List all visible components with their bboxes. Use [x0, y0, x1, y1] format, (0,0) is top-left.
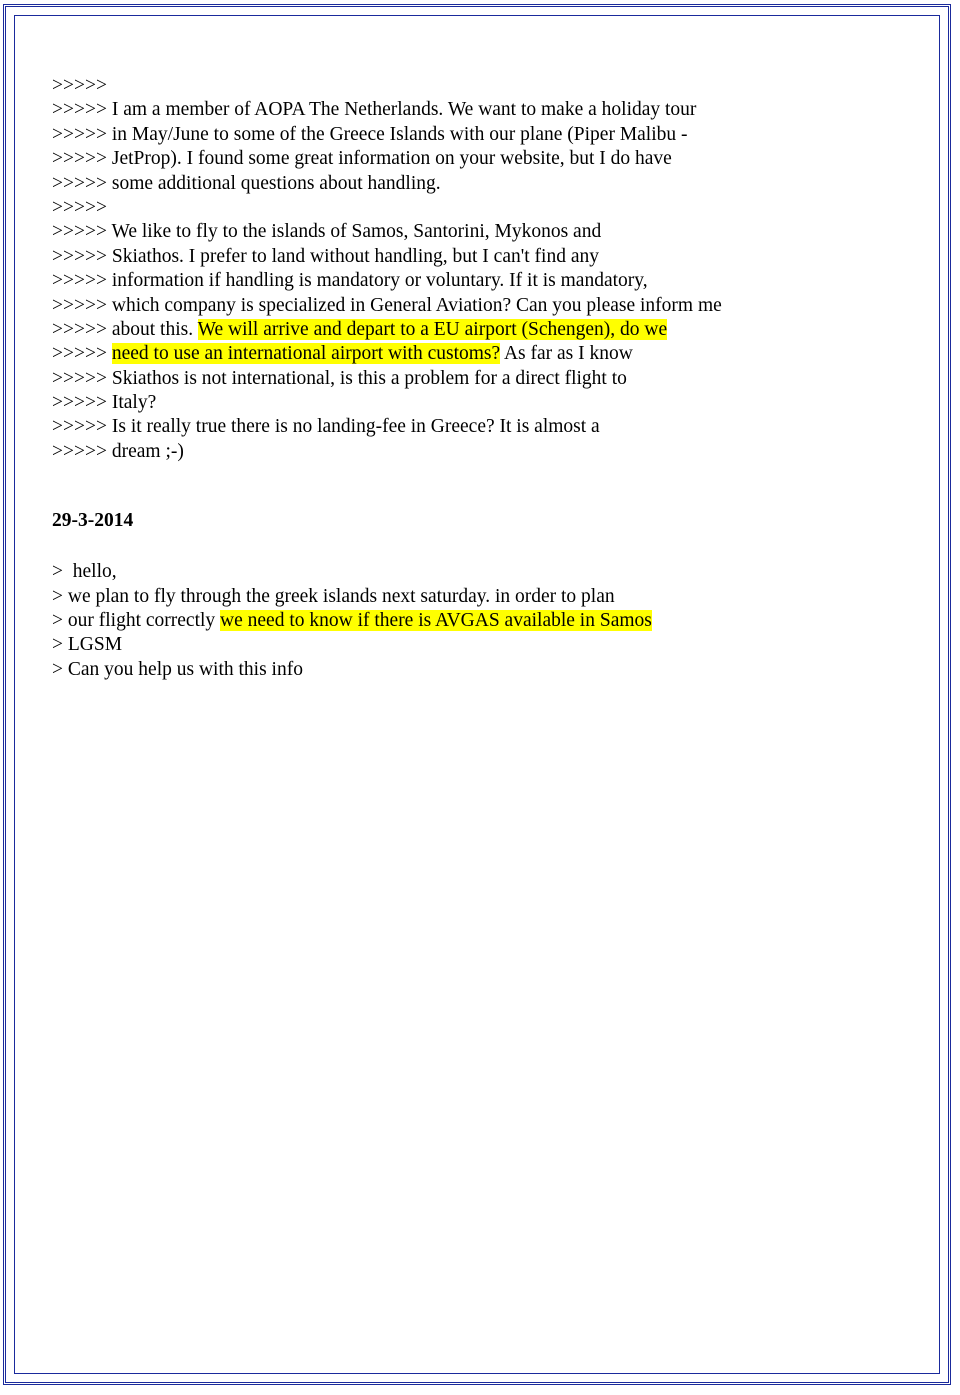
text-line [52, 658, 912, 682]
text-line [52, 609, 912, 633]
text-line [52, 147, 912, 171]
text-segment: > hello, [52, 561, 117, 583]
text-line [52, 269, 912, 293]
text-line [52, 123, 912, 147]
text-segment: > we plan to fly through the greek islands next saturday. in order to plan [52, 585, 615, 607]
text-line [52, 415, 912, 439]
text-segment: > Can you help us with this info [52, 658, 303, 680]
text-line [52, 98, 912, 122]
text-segment: >>>>> [52, 343, 112, 365]
text-line [52, 196, 912, 220]
text-segment: > LGSM [52, 634, 123, 656]
text-line [52, 294, 912, 318]
highlighted-text: We will arrive and depart to a EU airport (Schengen), do we [197, 318, 668, 340]
text-segment: >>>>> Skiathos. I prefer to land without handling, but I can't find any [52, 245, 599, 267]
text-segment: >>>>> dream ;-) [52, 440, 184, 462]
quoted-email-2 [52, 560, 912, 682]
text-segment: >>>>> JetProp). I found some great information on your website, but I do have [52, 148, 672, 170]
text-segment: >>>>> Is it really true there is no landing-fee in Greece? It is almost a [52, 416, 600, 438]
highlighted-text: need to use an international airport with customs? [111, 343, 501, 365]
text-line [52, 172, 912, 196]
text-segment: >>>>> We like to fly to the islands of Samos, Santorini, Mykonos and [52, 221, 602, 243]
text-segment: >>>>> [52, 196, 107, 218]
text-line [52, 318, 912, 342]
text-line [52, 74, 912, 98]
document-body [52, 74, 912, 682]
text-segment: >>>>> which company is specialized in General Aviation? Can you please inform me [52, 294, 722, 316]
date-heading: 29-3-2014 [52, 510, 134, 532]
highlighted-text: we need to know if there is AVGAS available in Samos [220, 610, 652, 632]
text-segment: >>>>> about this. [52, 318, 198, 340]
text-line [52, 367, 912, 391]
text-line [52, 440, 912, 464]
text-line [52, 245, 912, 269]
text-line [52, 220, 912, 244]
text-segment: >>>>> [52, 75, 107, 96]
text-line [52, 560, 912, 584]
text-line [52, 342, 912, 366]
text-line [52, 391, 912, 415]
quoted-email-1 [52, 74, 912, 464]
text-segment: > our flight correctly [52, 610, 221, 632]
text-segment: >>>>> information if handling is mandatory or voluntary. If it is mandatory, [52, 270, 648, 292]
text-line [52, 585, 912, 609]
text-segment: >>>>> Skiathos is not international, is this a problem for a direct flight to [52, 367, 627, 389]
text-segment: >>>>> I am a member of AOPA The Netherlands. We want to make a holiday tour [52, 99, 697, 121]
text-segment: >>>>> Italy? [52, 392, 157, 414]
text-segment: >>>>> in May/June to some of the Greece Islands with our plane (Piper Malibu - [52, 123, 688, 145]
text-segment: As far as I know [500, 343, 633, 365]
text-segment: >>>>> some additional questions about handling. [52, 172, 441, 194]
text-line [52, 633, 912, 657]
